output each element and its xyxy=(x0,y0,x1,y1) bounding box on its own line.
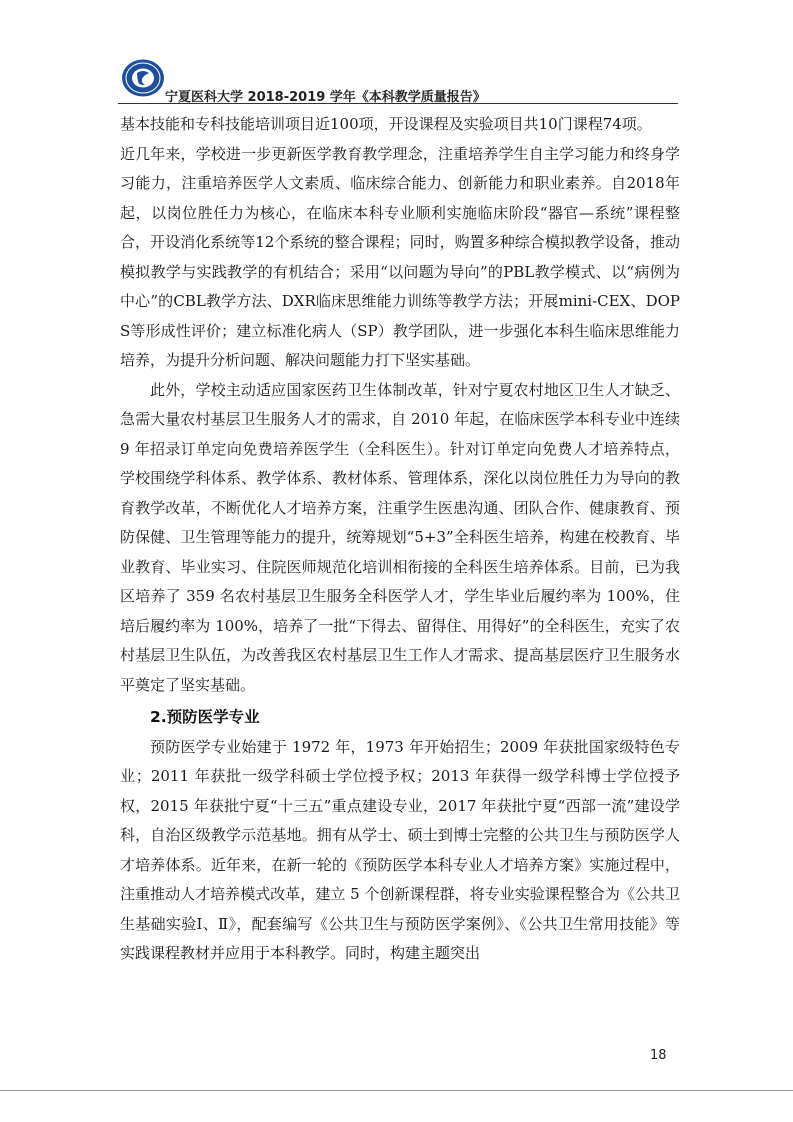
university-seal-icon xyxy=(120,58,166,98)
report-header-title: 宁夏医科大学 2018-2019 学年《本科教学质量报告》 xyxy=(165,90,486,105)
page-body xyxy=(120,110,680,969)
paragraph-preventive-medicine: 预防医学专业始建于 1972 年，1973 年开始招生；2009 年获批国家级特色专业；2011 年获批一级学科硕士学位授予权；2013 年获得一级学科博士学位授予权，2015 年获批宁夏“十三五”重点建设专业，2017 年获批宁夏“西部一流”建设学科，自治区级教学示范基地。拥有从学士、硕士到博士完整的公共卫生与预防医学人才培养体系。近年来，在新一轮的《预防医学本科专业人才培养方案》实施过程中，注重推动人才培养模式改革，建立 5 个创新课程群，将专业实验课程整合为《公共卫生基础实验Ⅰ、Ⅱ》，配套编写《公共卫生与预防医学案例》、《公共卫生常用技能》等实践课程教材并应用于本科教学。同时，构建主题突出 xyxy=(120,737,680,962)
section-heading-preventive-medicine: 2.预防医学专业 xyxy=(150,708,260,726)
paragraph-general-practitioner: 此外，学校主动适应国家医药卫生体制改革，针对宁夏农村地区卫生人才缺乏、急需大量农村基层卫生服务人才的需求，自 2010 年起，在临床医学本科专业中连续 9 年招录订单定向免费培养医学生（全科医生）。针对订单定向免费人才培养特点，学校围绕学科体系、教学体系、教材体系、管理体系，深化以岗位胜任力为导向的教育教学改革，不断优化人才培养方案，注重学生医患沟通、团队合作、健康教育、预防保健、卫生管理等能力的提升，统筹规划“5+3”全科医生培养，构建在校教育、毕业教育、毕业实习、住院医师规范化培训相衔接的全科医生培养体系。目前，已为我区培养了 359 名农村基层卫生服务全科医学人才，学生毕业后履约率为 100%，住培后履约率为 100%，培养了一批“下得去、留得住、用得好”的全科医生，充实了农村基层卫生队伍，为改善我区农村基层卫生工作人才需求、提高基层医疗卫生服务水平奠定了坚实基础。 xyxy=(120,380,680,694)
page-header xyxy=(0,0,793,110)
page-number: 18 xyxy=(650,1048,667,1063)
paragraph-teaching-reform: 近几年来，学校进一步更新医学教育教学理念，注重培养学生自主学习能力和终身学习能力，注重培养医学人文素质、临床综合能力、创新能力和职业素养。自2018年起，以岗位胜任力为核心，在临床本科专业顺利实施临床阶段“器官—系统”课程整合，开设消化系统等12个系统的整合课程；同时，购置多种综合模拟教学设备，推动模拟教学与实践教学的有机结合；采用“以问题为导向”的PBL教学模式、以“病例为中心”的CBL教学方法、DXR临床思维能力训练等教学方法；开展mini-CEX、DOPS等形成性评价；建立标准化病人（SP）教学团队，进一步强化本科生临床思维能力培养，为提升分析问题、解决问题能力打下坚实基础。 xyxy=(120,144,680,369)
footer-divider xyxy=(0,1090,793,1091)
paragraph-training-projects: 基本技能和专科技能培训项目近100项，开设课程及实验项目共10门课程74项。 xyxy=(120,115,652,133)
header-divider xyxy=(118,103,678,104)
